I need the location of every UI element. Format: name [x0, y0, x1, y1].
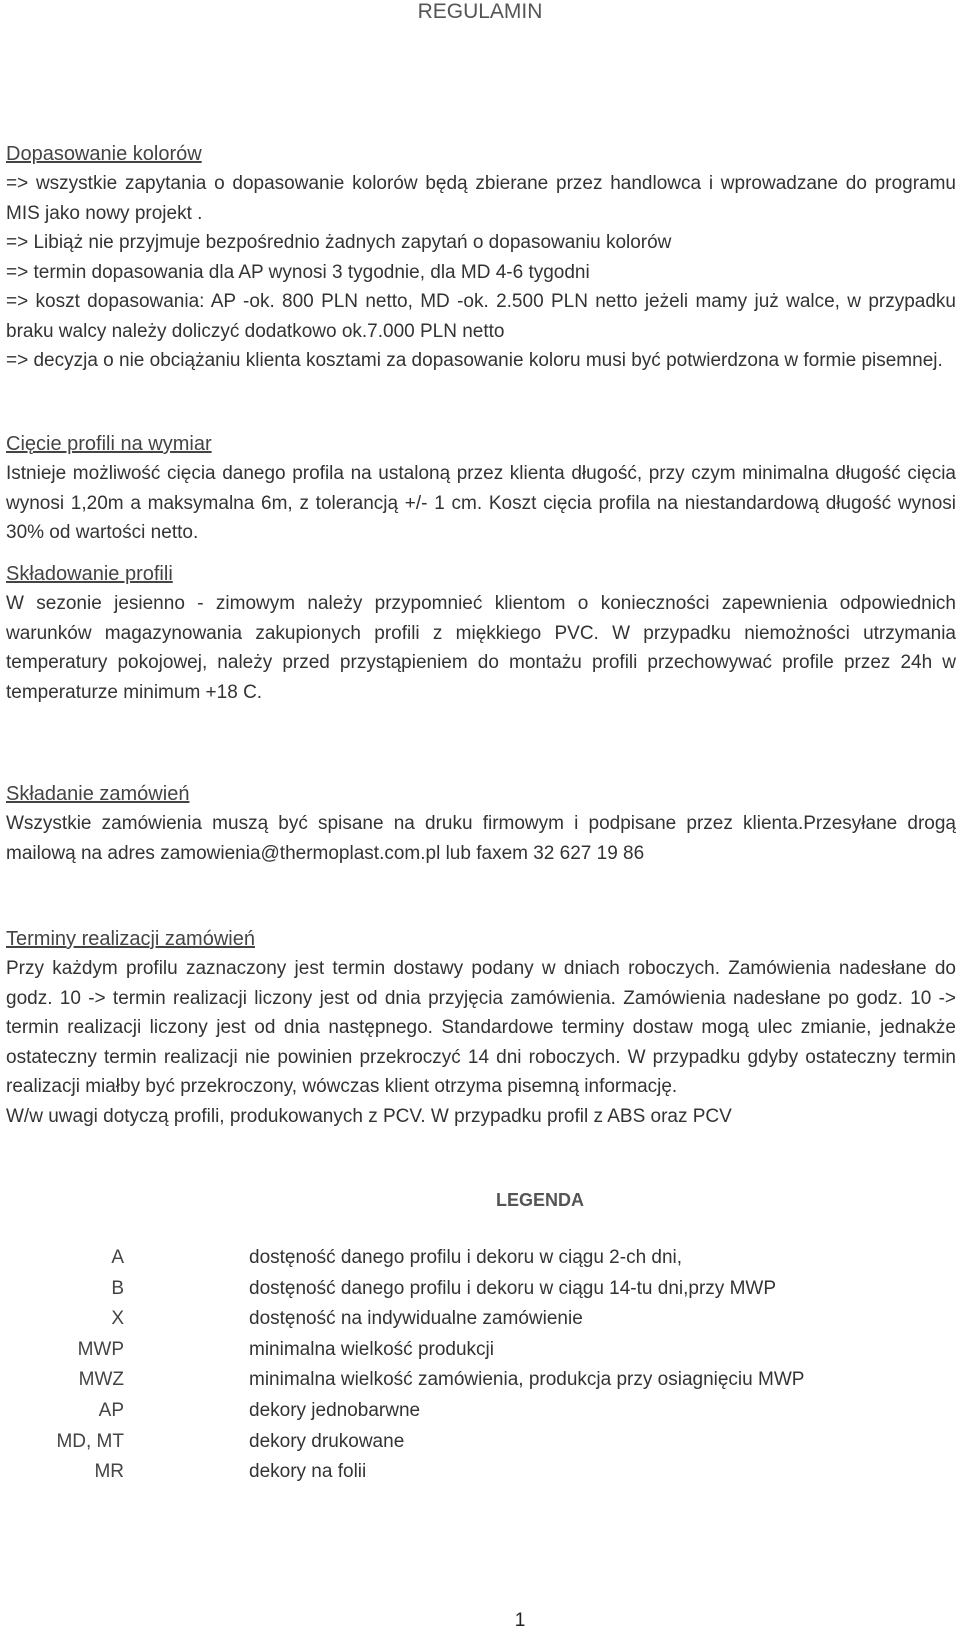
paragraph: Istnieje możliwość cięcia danego profila na ustaloną przez klienta długość, przy czym minimalna długość cięcia wynosi 1,20m a maksymalna 6m, z tolerancją +/- 1 cm. Koszt cięcia profila na niestandardową długość wynosi 30% od wartości netto.: [6, 463, 956, 543]
page-title: REGULAMIN: [417, 0, 543, 23]
legend-desc: minimalna wielkość zamówienia, produkcja przy osiagnięciu MWP: [249, 1369, 805, 1391]
legend-item: [0, 1396, 960, 1427]
paragraph: => koszt dopasowania: AP -ok. 800 PLN netto, MD -ok. 2.500 PLN netto jeżeli mamy już walce, w przypadku braku walcy należy doliczyć dodatkowo ok.7.000 PLN netto: [6, 291, 956, 342]
page-number: 1: [514, 1610, 526, 1631]
legend-desc: dekory jednobarwne: [249, 1399, 421, 1421]
legend-list: [0, 1243, 960, 1488]
paragraph: => decyzja o nie obciążaniu klienta kosztami za dopasowanie koloru musi być potwierdzona w formie pisemnej.: [6, 350, 943, 371]
legend-abbr: MD, MT: [56, 1430, 124, 1452]
section-heading: Składowanie profili: [6, 563, 173, 585]
legend-abbr: MWP: [77, 1338, 124, 1360]
legend-desc: dostęność danego profilu i dekoru w ciągu 14-tu dni,przy MWP: [249, 1277, 776, 1299]
section-storage: [6, 560, 956, 707]
legend-item: [0, 1457, 960, 1488]
legend-item: [0, 1365, 960, 1396]
section-heading: Dopasowanie kolorów: [6, 143, 202, 165]
legend-abbr: MR: [94, 1461, 124, 1483]
legend-item: [0, 1427, 960, 1458]
paragraph: Wszystkie zamówienia muszą być spisane na druku firmowym i podpisane przez klienta.Przesyłane drogą mailową na adres zamowienia@thermoplast.com.pl lub faxem 32 627 19 86: [6, 813, 956, 864]
legend-title: LEGENDA: [495, 1190, 584, 1210]
paragraph: => wszystkie zapytania o dopasowanie kolorów będą zbierane przez handlowca i wprowadzane do programu MIS jako nowy projekt .: [6, 173, 956, 224]
legend-abbr: X: [111, 1308, 124, 1330]
paragraph: W sezonie jesienno - zimowym należy przypomnieć klientom o konieczności zapewnienia odpowiednich warunków magazynowania zakupionych profili z miękkiego PVC. W przypadku niemożności utrzymania temperatury pokojowej, należy przed przystąpieniem do montażu profili przechowywać profile przez 24h w temperaturze minimum +18 C.: [6, 593, 956, 703]
legend-desc: minimalna wielkość produkcji: [249, 1338, 494, 1360]
legend-abbr: A: [111, 1247, 124, 1268]
legend-item: [0, 1243, 960, 1274]
legend-item: [0, 1304, 960, 1335]
legend-desc: dekory na folii: [249, 1461, 367, 1483]
paragraph: => Libiąż nie przyjmuje bezpośrednio żadnych zapytań o dopasowaniu kolorów: [6, 232, 672, 253]
paragraph: => termin dopasowania dla AP wynosi 3 tygodnie, dla MD 4-6 tygodni: [6, 261, 590, 283]
section-heading: Składanie zamówień: [6, 783, 190, 805]
legend-abbr: MWZ: [78, 1369, 124, 1391]
legend-item: [0, 1335, 960, 1366]
section-ordering: [6, 780, 956, 868]
paragraph: W/w uwagi dotyczą profili, produkowanych z PCV. W przypadku profil z ABS oraz PCV: [6, 1105, 732, 1127]
section-heading: Terminy realizacji zamówień: [6, 928, 255, 950]
paragraph: Przy każdym profilu zaznaczony jest termin dostawy podany w dniach roboczych. Zamówienia nadesłane do godz. 10 -> termin realizacji liczony jest od dnia przyjęcia zamówienia. Zamówienia nadesłane po godz. 10 -> termin realizacji liczony jest od dnia następnego. Standardowe terminy dostaw mogą ulec zmianie, jednakże ostateczny termin realizacji nie powinien przekroczyć 14 dni roboczych. W przypadku gdyby ostateczny termin realizacji miałby być przekroczony, wówczas klient otrzyma pisemną informację.: [6, 958, 956, 1097]
legend-desc: dekory drukowane: [249, 1430, 405, 1452]
legend-desc: dostęność na indywidualne zamówienie: [249, 1308, 583, 1330]
legend-desc: dostęność danego profilu i dekoru w ciągu 2-ch dni,: [249, 1247, 683, 1268]
legend-abbr: B: [111, 1277, 124, 1299]
section-color-matching: [6, 140, 956, 376]
section-heading: Cięcie profili na wymiar: [6, 433, 212, 455]
legend-item: [0, 1274, 960, 1305]
section-cutting: [6, 430, 956, 548]
legend-abbr: AP: [98, 1399, 124, 1421]
section-lead-times: [6, 925, 956, 1131]
